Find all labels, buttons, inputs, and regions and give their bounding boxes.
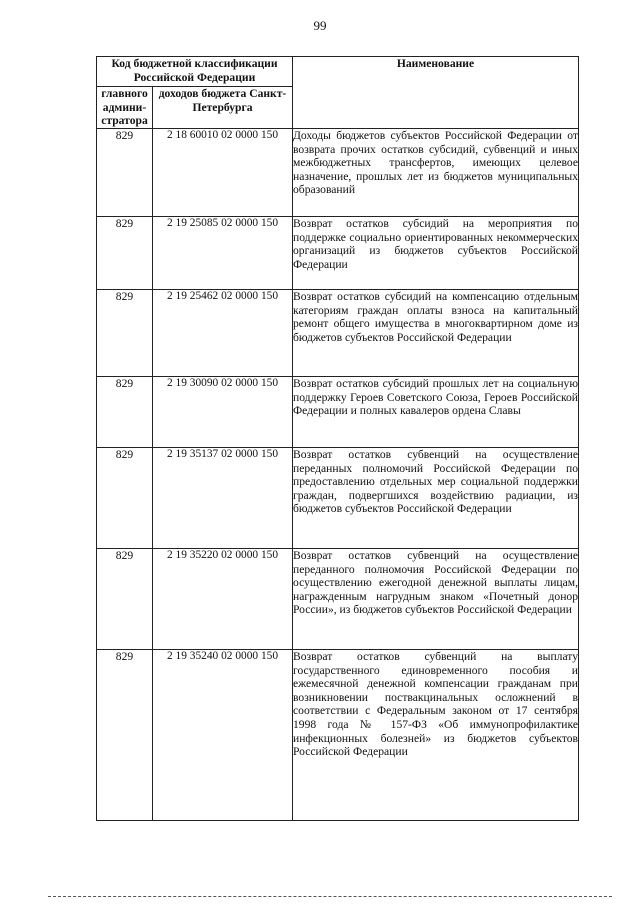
admin-code: 829 — [97, 290, 153, 377]
income-code: 2 19 35220 02 0000 150 — [153, 549, 293, 650]
row-name: Возврат остатков субвенций на выплату государственного единовременного пособия и ежемесячной денежной компенсации гражданам при возникновении поствакцинальных осложнений в соответствии с Федеральным законом от 17 сентября 1998 года № 157-ФЗ «Об иммунопрофилактике инфекционных болезней» из бюджетов субъектов Российской Федерации — [293, 650, 579, 821]
admin-code: 829 — [97, 377, 153, 448]
row-name: Доходы бюджетов субъектов Российской Федерации от возврата прочих остатков субсидий, субвенций и иных межбюджетных трансфертов, имеющих целевое назначение, прошлых лет из бюджетов муниципальных образований — [293, 129, 579, 217]
header-income: доходов бюджета Санкт-Петербурга — [153, 87, 293, 129]
income-code: 2 19 35137 02 0000 150 — [153, 448, 293, 549]
header-admin: главного админи-стратора — [97, 87, 153, 129]
row-name: Возврат остатков субсидий на мероприятия по поддержке социально ориентированных некоммерческих организаций из бюджетов субъектов Российской Федерации — [293, 217, 579, 290]
page-number: 99 — [313, 18, 327, 33]
table-row — [97, 290, 579, 377]
table-row — [97, 650, 579, 821]
budget-classification-table — [96, 56, 579, 821]
table-row — [97, 129, 579, 217]
table-row — [97, 377, 579, 448]
admin-code: 829 — [97, 129, 153, 217]
income-code: 2 19 25085 02 0000 150 — [153, 217, 293, 290]
row-name: Возврат остатков субвенций на осуществление переданного полномочия Российской Федерации по осуществлению ежегодной денежной выплаты лицам, награжденным нагрудным знаком «Почетный донор России», из бюджетов субъектов Российской Федерации — [293, 549, 579, 650]
table-row — [97, 448, 579, 549]
row-name: Возврат остатков субсидий прошлых лет на социальную поддержку Героев Советского Союза, Героев Российской Федерации и полных кавалеров ордена Славы — [293, 377, 579, 448]
header-name: Наименование — [293, 57, 579, 129]
admin-code: 829 — [97, 549, 153, 650]
row-name: Возврат остатков субвенций на осуществление переданных полномочий Российской Федерации по предоставлению отдельных мер социальной поддержки граждан, подвергшихся воздействию радиации, из бюджетов субъектов Российской Федерации — [293, 448, 579, 549]
admin-code: 829 — [97, 448, 153, 549]
table-row — [97, 217, 579, 290]
income-code: 2 19 35240 02 0000 150 — [153, 650, 293, 821]
header-classification-code: Код бюджетной классификации Российской Федерации — [97, 57, 293, 87]
row-name: Возврат остатков субсидий на компенсацию отдельным категориям граждан оплаты взноса на капитальный ремонт общего имущества в многоквартирном доме из бюджетов субъектов Российской Федерации — [293, 290, 579, 377]
income-code: 2 19 25462 02 0000 150 — [153, 290, 293, 377]
income-code: 2 18 60010 02 0000 150 — [153, 129, 293, 217]
admin-code: 829 — [97, 650, 153, 821]
footer-divider — [48, 896, 612, 897]
admin-code: 829 — [97, 217, 153, 290]
income-code: 2 19 30090 02 0000 150 — [153, 377, 293, 448]
table-row — [97, 549, 579, 650]
